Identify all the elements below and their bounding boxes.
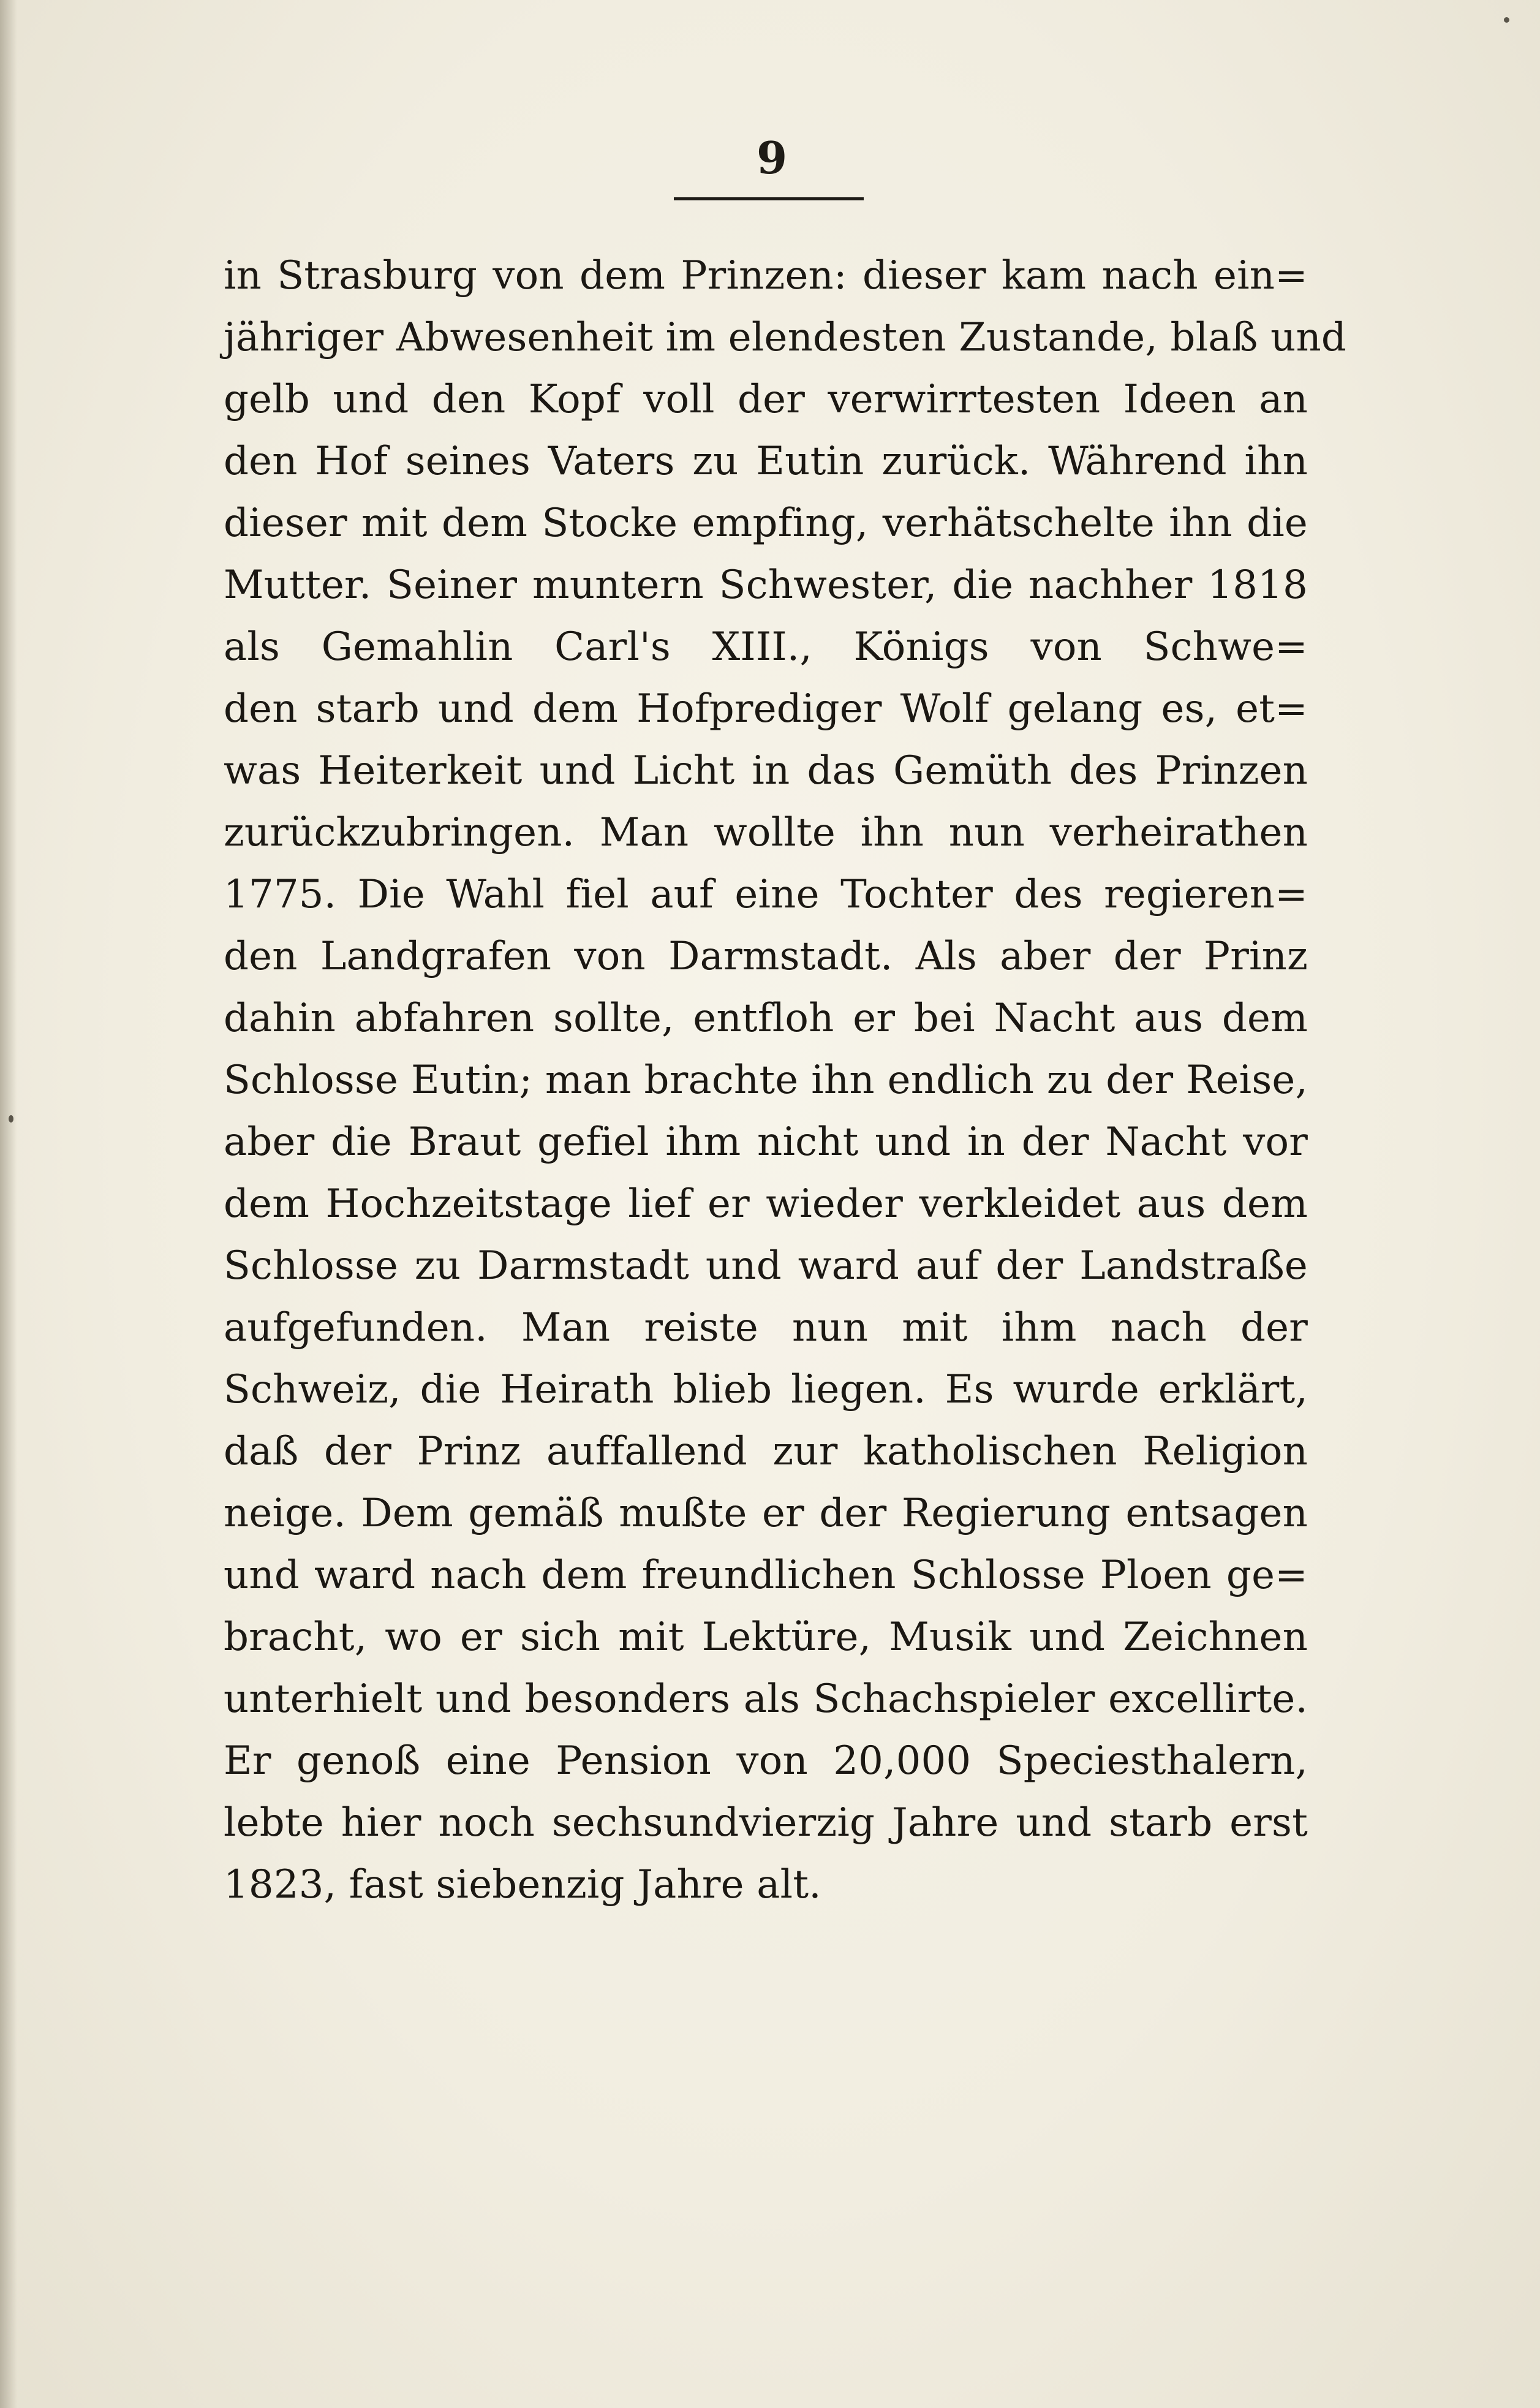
text-line: jähriger Abwesenheit im elendesten Zustande, blaß und xyxy=(224,315,1347,360)
ink-speck xyxy=(1504,17,1509,23)
text-line: dahin abfahren sollte, entfloh er bei Nacht aus dem xyxy=(224,996,1308,1041)
text-line: den starb und dem Hofprediger Wolf gelang es, et= xyxy=(224,686,1308,732)
text-line: zurückzubringen. Man wollte ihn nun verheirathen xyxy=(224,810,1308,855)
text-line: Schlosse Eutin; man brachte ihn endlich zu der Reise, xyxy=(224,1058,1308,1103)
ink-speck xyxy=(9,1115,13,1123)
text-line: aber die Braut gefiel ihm nicht und in der Nacht vor xyxy=(224,1119,1308,1165)
text-line: und ward nach dem freundlichen Schlosse Ploen ge= xyxy=(224,1553,1308,1598)
text-line-last: 1823, fast siebenzig Jahre alt. xyxy=(224,1862,821,1907)
text-line: dem Hochzeitstage lief er wieder verkleidet aus dem xyxy=(224,1181,1308,1227)
text-line: neige. Dem gemäß mußte er der Regierung entsagen xyxy=(224,1491,1308,1536)
header-rule xyxy=(674,197,864,200)
text-line: gelb und den Kopf voll der verwirrtesten Ideen an xyxy=(224,377,1308,422)
page-gutter-shadow xyxy=(0,0,17,2408)
text-line: Er genoß eine Pension von 20,000 Speciesthalern, xyxy=(224,1738,1308,1784)
text-line: den Landgrafen von Darmstadt. Als aber der Prinz xyxy=(224,934,1308,979)
body-text xyxy=(224,245,1347,1916)
text-line: unterhielt und besonders als Schachspieler excellirte. xyxy=(224,1676,1308,1722)
text-line: Schlosse zu Darmstadt und ward auf der Landstraße xyxy=(224,1243,1308,1289)
text-line: als Gemahlin Carl's XIII., Königs von Schwe= xyxy=(224,624,1308,670)
page-number: 9 xyxy=(756,132,788,184)
text-line: 1775. Die Wahl fiel auf eine Tochter des regieren= xyxy=(224,872,1308,917)
text-line: dieser mit dem Stocke empfing, verhätschelte ihn die xyxy=(224,501,1308,546)
text-line: den Hof seines Vaters zu Eutin zurück. Während ihn xyxy=(224,439,1308,484)
text-line: aufgefunden. Man reiste nun mit ihm nach der xyxy=(224,1305,1308,1350)
text-line: bracht, wo er sich mit Lektüre, Musik und Zeichnen xyxy=(224,1615,1308,1660)
text-line: Schweiz, die Heirath blieb liegen. Es wurde erklärt, xyxy=(224,1367,1308,1412)
text-line: daß der Prinz auffallend zur katholischen Religion xyxy=(224,1429,1308,1474)
text-line: in Strasburg von dem Prinzen: dieser kam nach ein= xyxy=(224,253,1308,298)
text-line: Mutter. Seiner muntern Schwester, die nachher 1818 xyxy=(224,562,1308,608)
text-line: was Heiterkeit und Licht in das Gemüth des Prinzen xyxy=(224,748,1308,793)
text-line: lebte hier noch sechsundvierzig Jahre und starb erst xyxy=(224,1800,1308,1846)
